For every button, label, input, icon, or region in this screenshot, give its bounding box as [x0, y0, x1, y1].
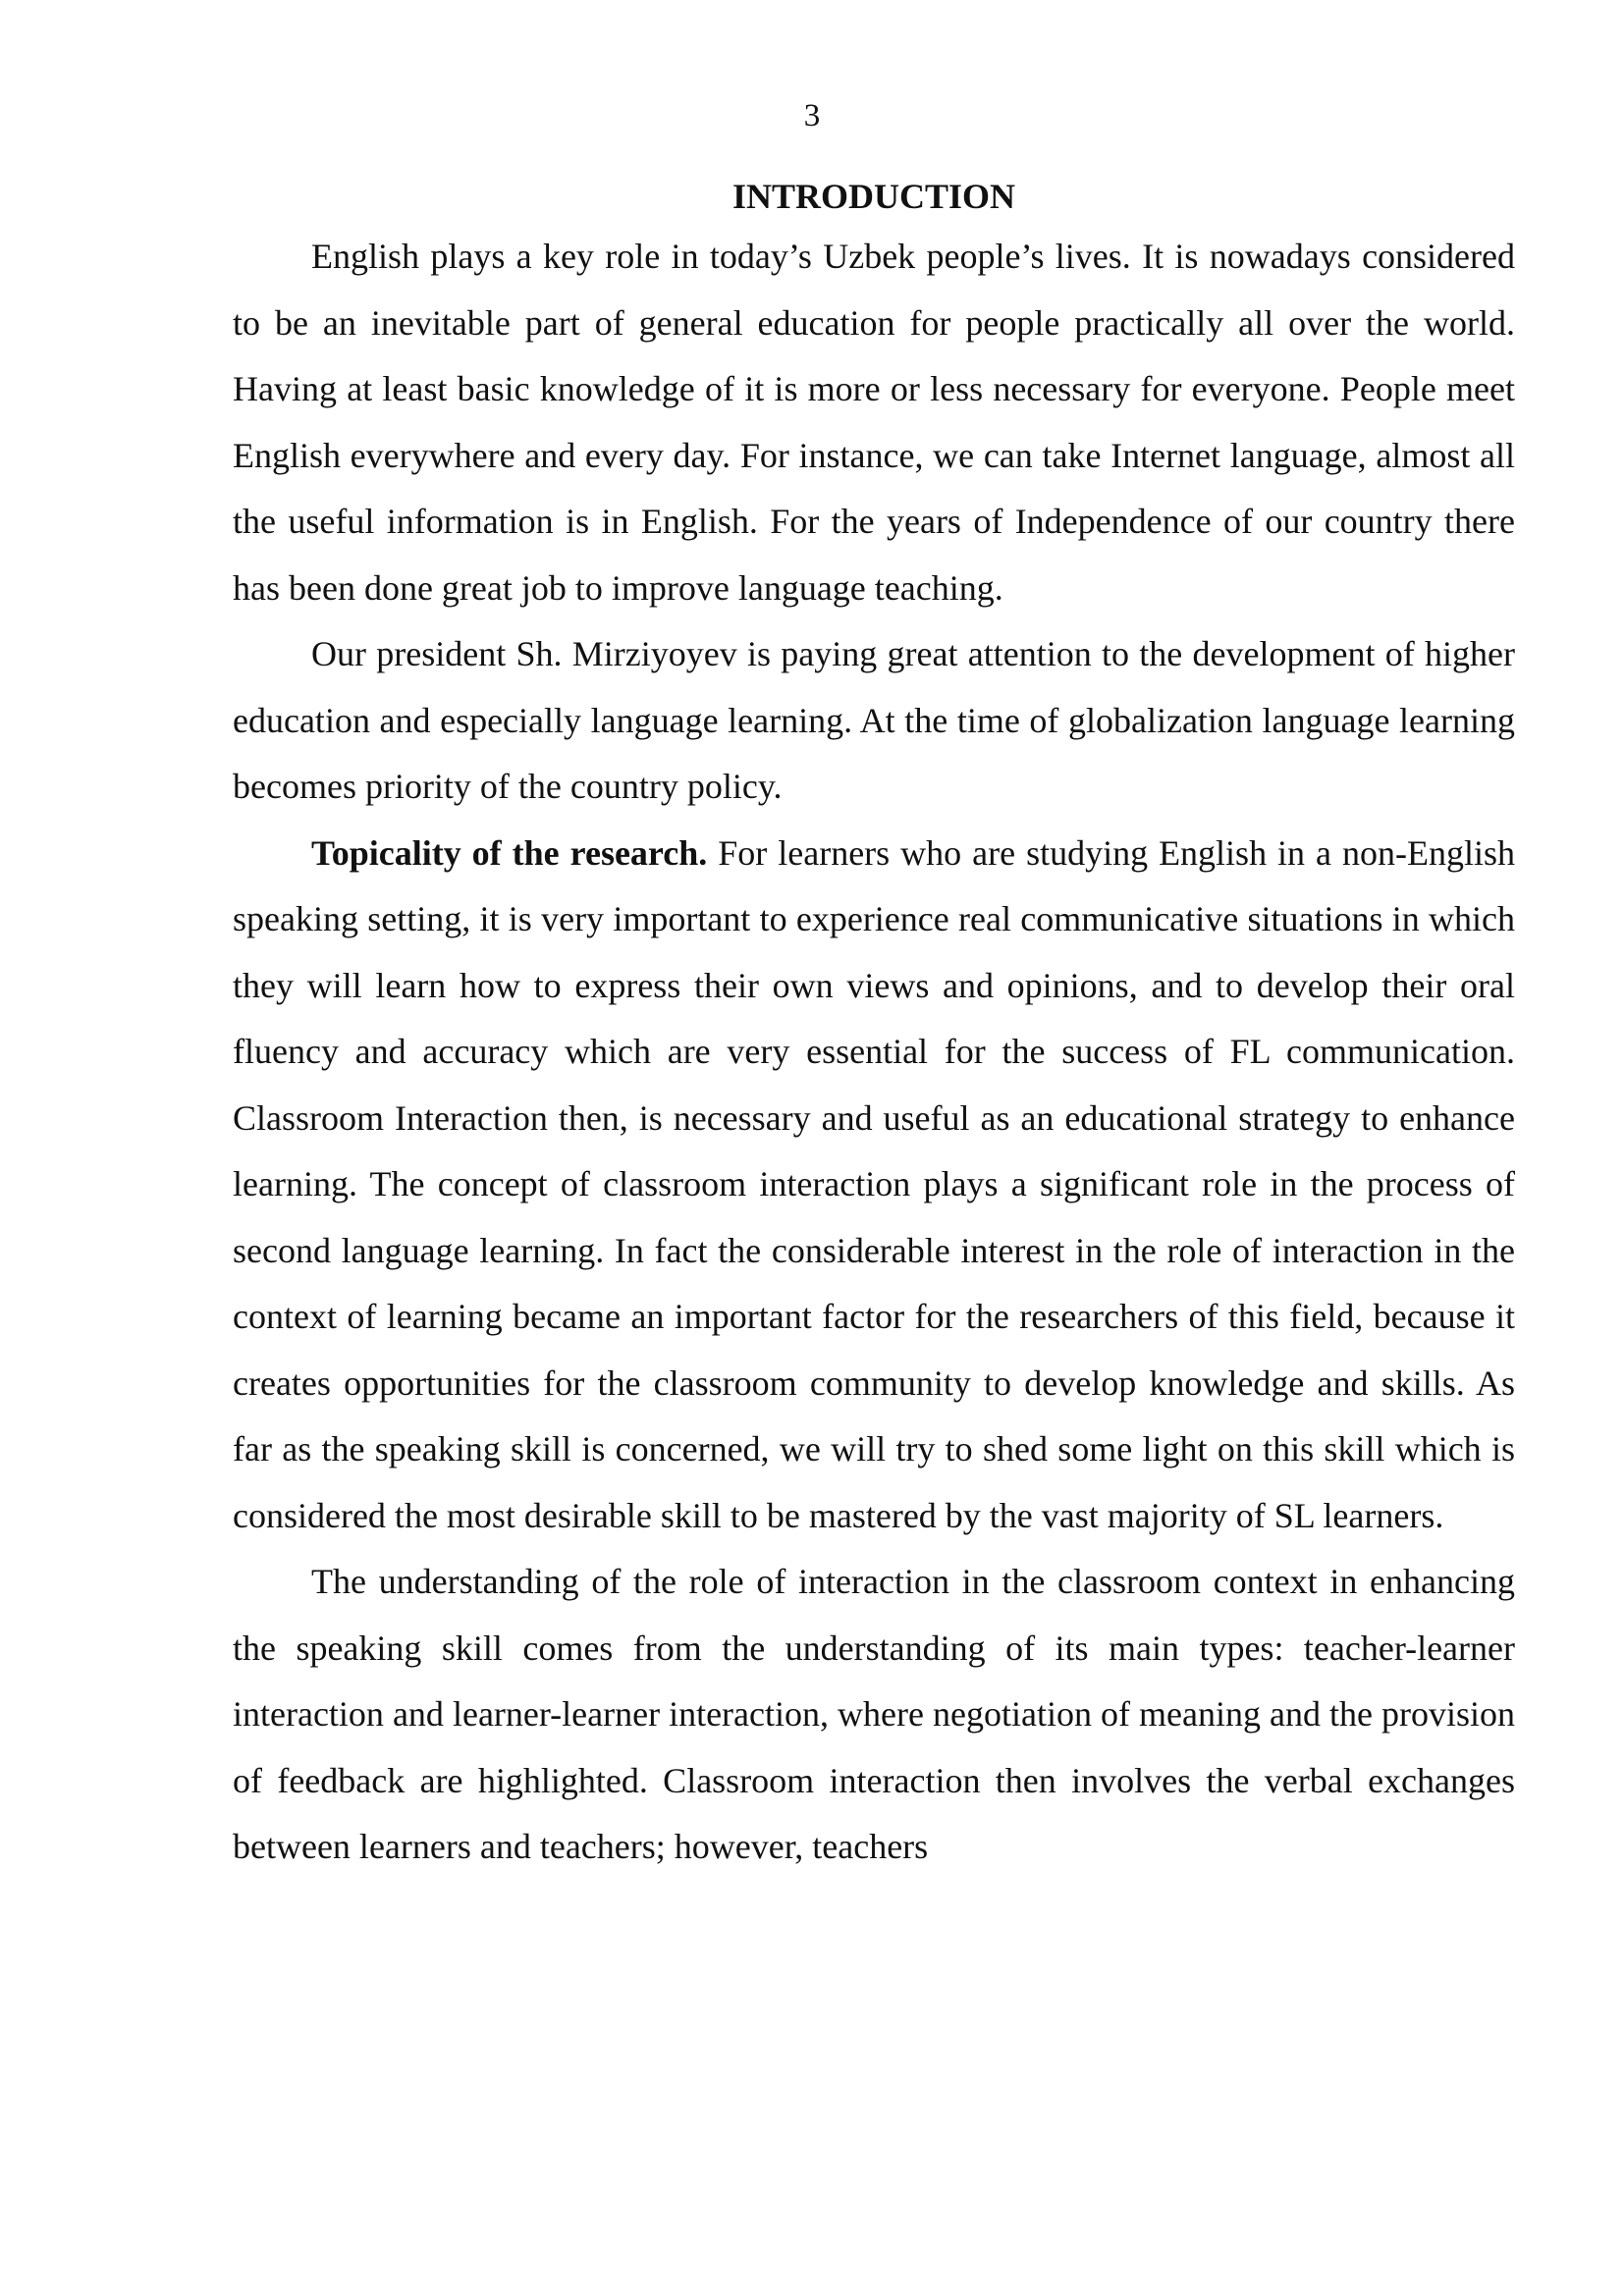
paragraph-text: English plays a key role in today’s Uzbek people’s lives. It is nowadays considered to be an inevitable part of general education for people practically all over the world. Having at least basic knowledge of it is more or less necessary for everyone. People meet English everywhere and every day. For instance, we can take Internet language, almost all the useful information is in English. For the years of Independence of our country there has been done great job to improve language teaching.: [233, 237, 1515, 608]
paragraph-text: Our president Sh. Mirziyoyev is paying great attention to the development of higher education and especially language learning. At the time of globalization language learning becomes priority of the country policy.: [233, 634, 1515, 806]
paragraph-english-role: [233, 224, 1515, 621]
section-heading: INTRODUCTION: [731, 177, 1016, 216]
paragraph-president: [233, 621, 1515, 821]
paragraph-lead-bold: Topicality of the research.: [311, 832, 708, 873]
paragraph-text: The understanding of the role of interaction in the classroom context in enhancing the speaking skill comes from the understanding of its main types: teacher-learner interaction and learner-learner interaction, where negotiation of meaning and the provision of feedback are highlighted. Classroom interaction then involves the verbal exchanges between learners and teachers; however, teachers: [233, 1562, 1515, 1866]
paragraph-interaction-types: [233, 1549, 1515, 1881]
paragraph-text: For learners who are studying English in a non-English speaking setting, it is very important to experience real communicative situations in which they will learn how to express their own views and opinions, and to develop their oral fluency and accuracy which are very essential for the success of FL communication. Classroom Interaction then, is necessary and useful as an educational strategy to enhance learning. The concept of classroom interaction plays a significant role in the process of second language learning. In fact the considerable interest in the role of interaction in the context of learning became an important factor for the researchers of this field, because it creates opportunities for the classroom community to develop knowledge and skills. As far as the speaking skill is concerned, we will try to shed some light on this skill which is considered the most desirable skill to be mastered by the vast majority of SL learners.: [233, 832, 1515, 1535]
page-content: [233, 173, 1515, 1881]
paragraph-topicality: [233, 821, 1515, 1550]
page-number: 3: [803, 98, 821, 133]
